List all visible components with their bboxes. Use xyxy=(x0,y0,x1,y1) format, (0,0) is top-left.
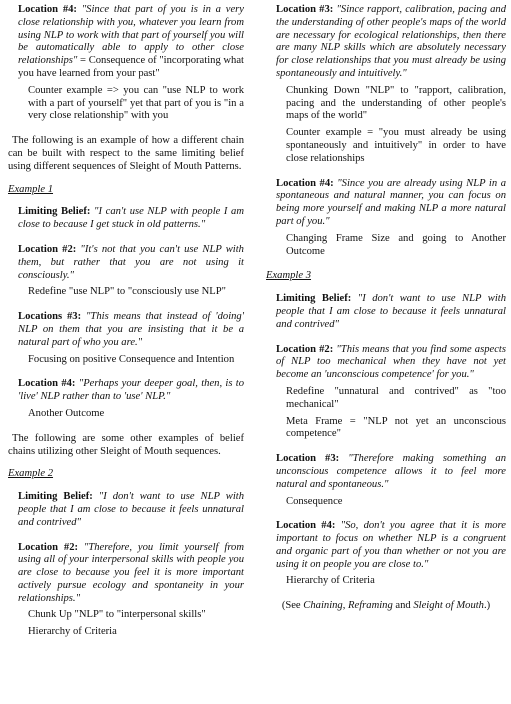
belief-chains-paragraph: The following are some other examples of belief chains utilizing other Sleight of Mouth sequences. xyxy=(8,432,244,457)
location-quote: "It's not that you can't use NLP with them, but rather that you are not using it consciously." xyxy=(18,243,244,281)
hierarchy-note: Hierarchy of Criteria xyxy=(286,575,375,587)
location-quote: "Since rapport, calibration, pacing and the understanding of other people's maps of the world are necessary for ecological relationships, then there are many NLP skills which are absolutely necessary for close relationships that you must already be using spontaneously and intuitively." xyxy=(276,4,506,79)
limiting-belief-1 xyxy=(8,206,244,232)
location-label: Location #3: xyxy=(276,453,340,465)
see-reframing: Reframing xyxy=(348,600,393,612)
see-suffix: .) xyxy=(483,600,491,612)
redefine-note: Redefine "unnatural and contrived" as "too mechanical" xyxy=(286,385,506,410)
see-sleight-of-mouth: Sleight of Mouth xyxy=(413,600,484,612)
location-quote: "Since that part of you is in a very close relationship with you, whatever you learn from using NLP to work with that part of yourself you will be automatically able to apply to other close relationships" xyxy=(18,4,244,67)
location-3-paragraph xyxy=(266,453,506,491)
location-label: Location #4: xyxy=(276,177,334,189)
left-column xyxy=(8,4,244,639)
location-2-paragraph xyxy=(266,344,506,382)
see-separator: , xyxy=(342,600,349,612)
limiting-belief-label: Limiting Belief: xyxy=(18,206,91,218)
intro-paragraph: The following is an example of how a different chain can be built with respect to the same limiting belief using different sequences of Sleight of Mouth Patterns. xyxy=(8,135,244,172)
location-2-paragraph xyxy=(8,244,244,282)
example-2-heading: Example 2 xyxy=(8,468,54,480)
limiting-belief-label: Limiting Belief: xyxy=(276,293,352,305)
location-label: Locations #3: xyxy=(18,311,82,323)
example-3-heading: Example 3 xyxy=(266,270,312,282)
limiting-belief-quote: "I don't want to use NLP with people that I am close to because it feels unnatural and contrived" xyxy=(18,491,244,528)
location-label: Location #4: xyxy=(18,378,76,390)
limiting-belief-quote: "I can't use NLP with people I am close to because I get stuck in old patterns." xyxy=(18,206,244,231)
location-4-paragraph xyxy=(8,4,244,81)
location-quote: "Therefore making something an unconscious competence allows it to feel more natural and spontaneous." xyxy=(276,453,507,490)
example-1-heading: Example 1 xyxy=(8,183,54,195)
location-3-paragraph xyxy=(266,4,506,81)
counter-example-note: Counter example = "you must already be using spontaneously and intuitively" in order to have close relationships xyxy=(286,127,506,164)
see-chaining: Chaining xyxy=(303,600,343,612)
location-tail: = Consequence of "incorporating what you have learned from your past" xyxy=(18,55,244,79)
location-label: Location #2: xyxy=(18,243,77,255)
chunk-up-note: Chunk Up "NLP" to "interpersonal skills" xyxy=(28,609,206,621)
see-also-reference xyxy=(266,600,506,613)
location-label: Location #4: xyxy=(18,4,77,15)
limiting-belief-label: Limiting Belief: xyxy=(18,491,93,503)
location-label: Location #2: xyxy=(276,343,334,355)
location-quote: "This means that you find some aspects of NLP too mechanical when they have not yet become an 'unconscious competence' for you." xyxy=(276,343,506,381)
outcome-note: Another Outcome xyxy=(28,407,105,419)
hierarchy-note: Hierarchy of Criteria xyxy=(28,626,117,638)
right-column xyxy=(266,4,506,613)
location-quote: "Perhaps your deeper goal, then, is to 'live' NLP rather than to 'use' NLP." xyxy=(18,378,245,403)
location-4-paragraph xyxy=(266,178,506,229)
location-quote: "This means that instead of 'doing' NLP on them that you are insisting that it be a natural part of who you are." xyxy=(18,311,244,348)
meta-frame-note: Meta Frame = "NLP not yet an unconscious competence" xyxy=(286,415,506,440)
location-4-paragraph xyxy=(266,520,506,571)
location-quote: "So, don't you agree that it is more important to focus on whether NLP is a congruent and organic part of you than whether or not you are using it on people you are close to." xyxy=(276,520,506,570)
see-and: and xyxy=(392,600,414,612)
limiting-belief-2 xyxy=(8,491,244,529)
location-quote: "Therefore, you limit yourself from using all of your interpersonal skills with people you are close to because you feel it is more important actively pursue ecology and spontaneity in your relationships." xyxy=(18,541,245,604)
frame-size-note: Changing Frame Size and going to Another Outcome xyxy=(286,232,506,257)
locations-3-paragraph xyxy=(8,311,244,349)
redefine-note: Redefine "use NLP" to "consciously use NLP" xyxy=(28,286,226,298)
location-label: Location #2: xyxy=(18,541,79,553)
see-prefix: (See xyxy=(281,600,304,612)
limiting-belief-quote: "I don't want to use NLP with people that I am close to because it feels unnatural and contrived" xyxy=(276,293,506,330)
location-label: Location #4: xyxy=(276,520,336,532)
chunking-down-note: Chunking Down "NLP" to "rapport, calibration, pacing and the understanding of other people's maps of the world" xyxy=(286,84,506,122)
limiting-belief-3 xyxy=(266,293,506,331)
location-quote: "Since you are already using NLP in a spontaneous and natural manner, you can focus on being more yourself and making NLP a more natural part of you." xyxy=(276,177,506,227)
counter-example-note: Counter example => you can "use NLP to work with a part of yourself" yet that part of you is "in a very close relationship" with you xyxy=(28,84,244,122)
location-4-paragraph xyxy=(8,378,244,404)
location-label: Location #3: xyxy=(276,4,334,15)
consequence-note: Consequence xyxy=(286,495,343,507)
consequence-note: Focusing on positive Consequence and Intention xyxy=(28,353,235,365)
location-2-paragraph xyxy=(8,542,244,606)
